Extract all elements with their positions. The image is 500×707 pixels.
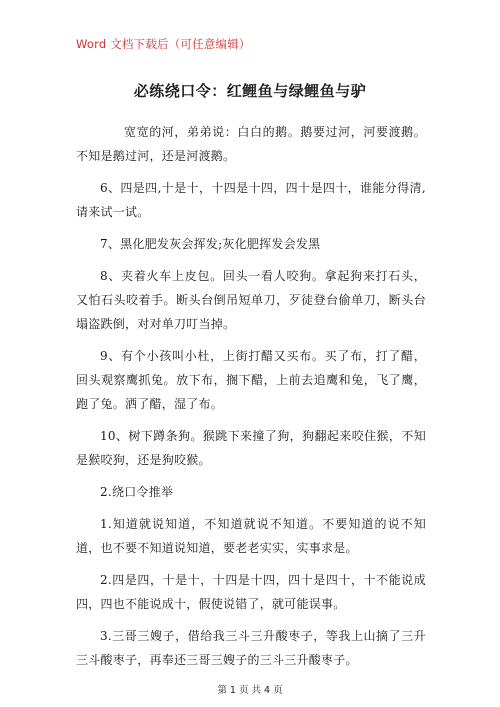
- header-note: Word 文档下载后（可任意编辑）: [76, 37, 251, 51]
- paragraph: 2.四是四，十是十，十四是十四，四十是四十，十不能说成四，四也不能说成十，假使说错了，就可能误事。: [76, 573, 426, 611]
- paragraph: 9、有个小孩叫小杜，上街打醋又买布。买了布，打了醋，回头观察鹰抓兔。放下布，搁下醋，上前去追鹰和兔，飞了鹰，跑了兔。洒了醋，湿了布。: [76, 349, 426, 411]
- paragraph: 8、夹着火车上皮包。回头一看人咬狗。拿起狗来打石头，又怕石头咬着手。断头台倒吊短单刀，歹徒登台偷单刀，断头台塌盗跌倒，对对单刀叮当掉。: [76, 269, 426, 331]
- paragraph: 10、树下蹲条狗。猴跳下来撞了狗，狗翻起来咬住猴，不知是猴咬狗，还是狗咬猴。: [76, 429, 426, 467]
- paragraph: 3.三哥三嫂子，借给我三斗三升酸枣子，等我上山摘了三升三斗酸枣子，再奉还三哥三嫂子的三斗三升酸枣子。: [76, 629, 426, 667]
- paragraph: 6、四是四,十是十，十四是十四，四十是四十，谁能分得清,请来试一试。: [76, 181, 426, 219]
- page-footer: 第 1 页 共 4 页: [217, 685, 283, 696]
- document-body: [76, 120, 426, 680]
- paragraph: 宽宽的河，弟弟说：白白的鹅。鹅要过河，河要渡鹅。不知是鹅过河，还是河渡鹅。: [76, 125, 426, 163]
- paragraph: 7、黑化肥发灰会挥发;灰化肥挥发会发黑: [100, 237, 321, 251]
- document-title: 必练绕口令：红鲤鱼与绿鲤鱼与驴: [133, 82, 367, 100]
- paragraph: 1.知道就说知道，不知道就说不知道。不要知道的说不知道，也不要不知道说知道，要老老实实，实事求是。: [76, 517, 426, 555]
- section-heading: 2.绕口令推举: [100, 485, 174, 499]
